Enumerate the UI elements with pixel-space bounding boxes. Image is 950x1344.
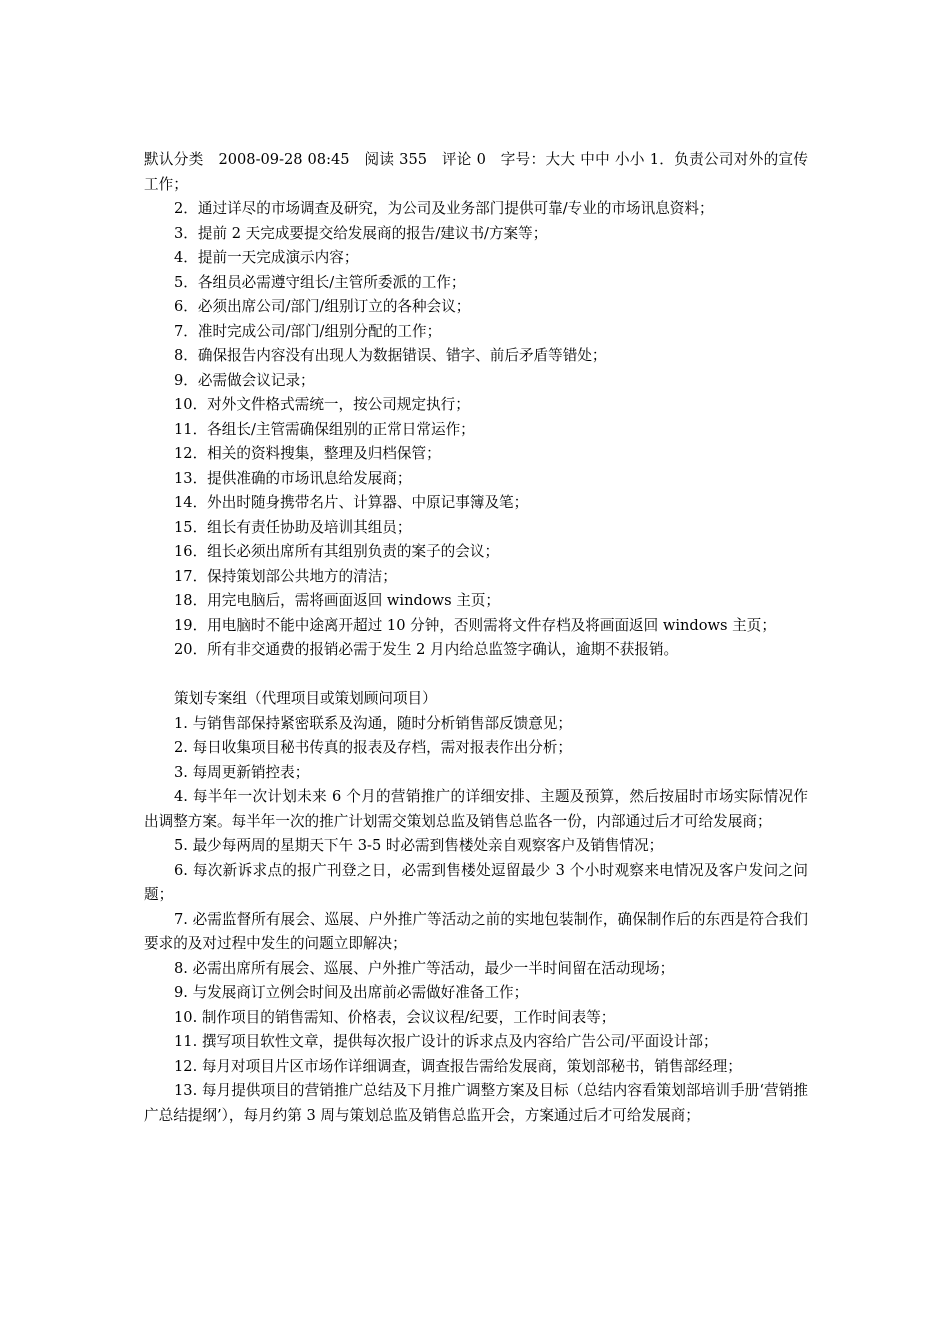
list-item: 4．提前一天完成演示内容； [174,249,359,266]
list-item: 15．组长有责任协助及培训其组员； [174,518,412,536]
list-item: 9. 与发展商订立例会时间及出席前必需做好准备工作； [174,984,529,1001]
duty-list [144,197,808,663]
category-label[interactable]: 默认分类 [144,151,204,168]
list-item: 12．相关的资料搜集，整理及归档保管； [174,445,441,462]
list-item: 14．外出时随身携带名片、计算器、中原记事簿及笔； [174,494,529,511]
section-title: 策划专案组（代理项目或策划顾问项目） [174,690,437,707]
list-item: 1. 与销售部保持紧密联系及沟通，随时分析销售部反馈意见； [174,714,573,732]
font-size-label: 字号： [500,151,546,168]
list-item: 9．必需做会议记录； [174,371,315,389]
document-page [144,148,808,1128]
list-item: 1．负责公司对外的宣传工作； [144,151,808,193]
list-item: 2. 每日收集项目秘书传真的报表及存档，需对报表作出分析； [174,739,573,756]
post-datetime: 2008-09-28 08:45 [218,151,350,168]
read-count: 阅读 355 [364,151,428,168]
list-item: 5．各组员必需遵守组长/主管所委派的工作； [174,273,466,291]
list-item: 20．所有非交通费的报销必需于发生 2 月内给总监签字确认，逾期不获报销。 [174,641,679,658]
list-item: 10．对外文件格式需统一，按公司规定执行； [174,396,470,413]
list-item: 7. 必需监督所有展会、巡展、户外推广等活动之前的实地包装制作，确保制作后的东西是符合我们要求的及对过程中发生的问题立即解决； [144,910,808,952]
list-item: 16．组长必须出席所有其组别负责的案子的会议； [174,543,500,560]
list-item: 7．准时完成公司/部门/组别分配的工作； [174,322,442,340]
list-item: 17．保持策划部公共地方的清洁； [174,567,397,585]
list-item: 19．用电脑时不能中途离开超过 10 分钟，否则需将文件存档及将画面返回 windows 主页； [174,616,776,634]
list-item: 8. 必需出席所有展会、巡展、户外推广等活动，最少一半时间留在活动现场； [174,959,675,977]
list-item: 6. 每次新诉求点的报广刊登之日，必需到售楼处逗留最少 3 个小时观察来电情况及客户发问之问题； [144,861,808,903]
list-item: 18．用完电脑后，需将画面返回 windows 主页； [174,592,501,609]
list-item: 3．提前 2 天完成要提交给发展商的报告/建议书/方案等； [174,224,548,242]
list-item: 6．必须出席公司/部门/组别订立的各种会议； [174,298,471,315]
list-item: 11. 撰写项目软性文章，提供每次报广设计的诉求点及内容给广告公司/平面设计部； [174,1033,718,1050]
font-size-large-link[interactable]: 大大 [545,151,576,168]
list-item: 12. 每月对项目片区市场作详细调查，调查报告需给发展商，策划部秘书，销售部经理； [174,1057,742,1075]
font-size-medium-link[interactable]: 中中 [580,151,611,168]
comment-count[interactable]: 评论 0 [441,151,486,168]
list-item: 3. 每周更新销控表； [174,763,310,781]
list-item: 5. 最少每两周的星期天下午 3-5 时必需到售楼处亲自观察客户及销售情况； [174,837,664,854]
list-item: 13. 每月提供项目的营销推广总结及下月推广调整方案及目标（总结内容看策划部培训手册‘营销推广总结提纲’），每月约第 3 周与策划总监及销售总监开会，方案通过后才可给发展商； [144,1082,808,1124]
article-header [144,148,808,197]
font-size-small-link[interactable]: 小小 [614,151,645,168]
list-item: 4. 每半年一次计划未来 6 个月的营销推广的详细安排、主题及预算，然后按届时市场实际情况作出调整方案。每半年一次的推广计划需交策划总监及销售总监各一份，内部通过后才可给发展商； [144,788,808,830]
list-item: 10. 制作项目的销售需知、价格表，会议议程/纪要，工作时间表等； [174,1008,616,1026]
list-item: 8．确保报告内容没有出现人为数据错误、错字、前后矛盾等错处； [174,347,607,364]
list-item: 2．通过详尽的市场调查及研究，为公司及业务部门提供可靠/专业的市场讯息资料； [174,200,714,217]
project-duty-list [144,712,808,1129]
list-item: 13．提供准确的市场讯息给发展商； [174,469,412,487]
list-item: 11．各组长/主管需确保组别的正常日常运作； [174,420,475,438]
section-spacer [144,663,808,688]
